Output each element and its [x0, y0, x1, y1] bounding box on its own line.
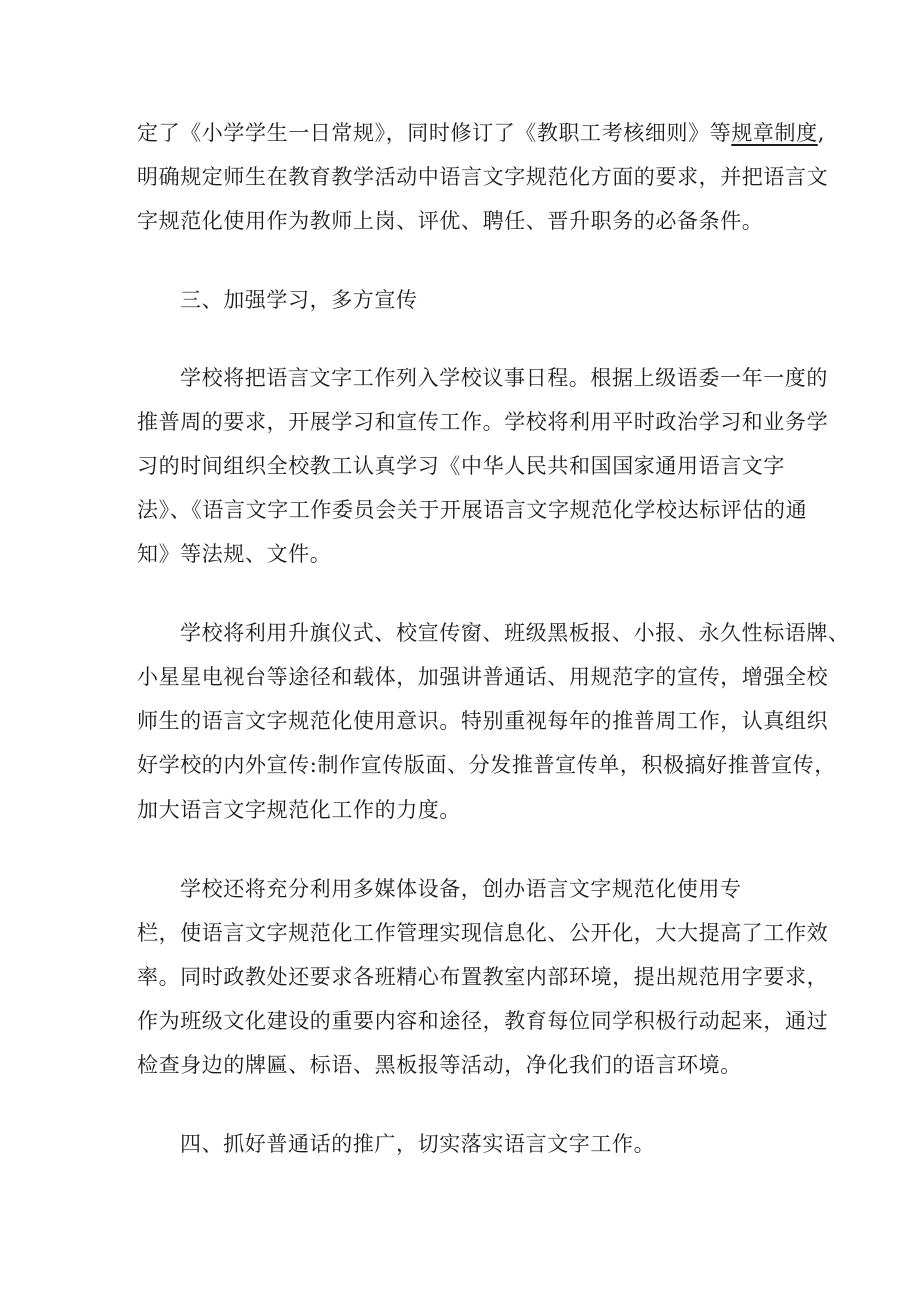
paragraph-line	[137, 119, 825, 147]
paragraph-line: 师生的语言文字规范化使用意识。特别重视每年的推普周工作，认真组织	[137, 709, 829, 733]
section-heading: 三、加强学习，多方宣传	[180, 288, 418, 312]
paragraph-line: 好学校的内外宣传:制作宣传版面、分发推普宣传单，积极搞好推普宣传，	[137, 753, 836, 777]
paragraph-line: 作为班级文化建设的重要内容和途径，教育每位同学积极行动起来，通过	[137, 1009, 829, 1033]
paragraph-line: 习的时间组织全校教工认真学习《中华人民共和国国家通用语言文字	[137, 454, 785, 478]
section-heading: 四、抓好普通话的推广，切实落实语言文字工作。	[180, 1132, 656, 1156]
text-run: ,	[817, 121, 825, 145]
paragraph-line: 检查身边的牌匾、标语、黑板报等活动，净化我们的语言环境。	[137, 1053, 742, 1077]
paragraph-line: 栏，使语言文字规范化工作管理实现信息化、公开化，大大提高了工作效	[137, 921, 829, 945]
paragraph-line: 推普周的要求，开展学习和宣传工作。学校将利用平时政治学习和业务学	[137, 410, 829, 434]
paragraph-line: 学校将把语言文字工作列入学校议事日程。根据上级语委一年一度的	[180, 366, 828, 390]
paragraph-line: 学校还将充分利用多媒体设备，创办语言文字规范化使用专	[180, 877, 742, 901]
paragraph-line: 法》、《语言文字工作委员会关于开展语言文字规范化学校达标评估的通	[137, 498, 808, 522]
paragraph-line: 加大语言文字规范化工作的力度。	[137, 798, 461, 822]
paragraph-line: 学校将利用升旗仪式、校宣传窗、班级黑板报、小报、永久性标语牌、	[180, 621, 850, 645]
text-run: 定了《小学学生一日常规》，同时修订了《教职工考核细则》等	[137, 121, 732, 145]
paragraph-line: 明确规定师生在教育教学活动中语言文字规范化方面的要求，并把语言文	[137, 165, 829, 189]
paragraph-line: 字规范化使用作为教师上岗、评优、聘任、晋升职务的必备条件。	[137, 209, 764, 233]
paragraph-line: 率。同时政教处还要求各班精心布置教室内部环境，提出规范用字要求，	[137, 965, 829, 989]
paragraph-line: 知》等法规、文件。	[137, 542, 332, 566]
underlined-text: 规章制度	[731, 121, 818, 145]
paragraph-line: 小星星电视台等途径和载体，加强讲普通话、用规范字的宣传，增强全校	[137, 665, 829, 689]
